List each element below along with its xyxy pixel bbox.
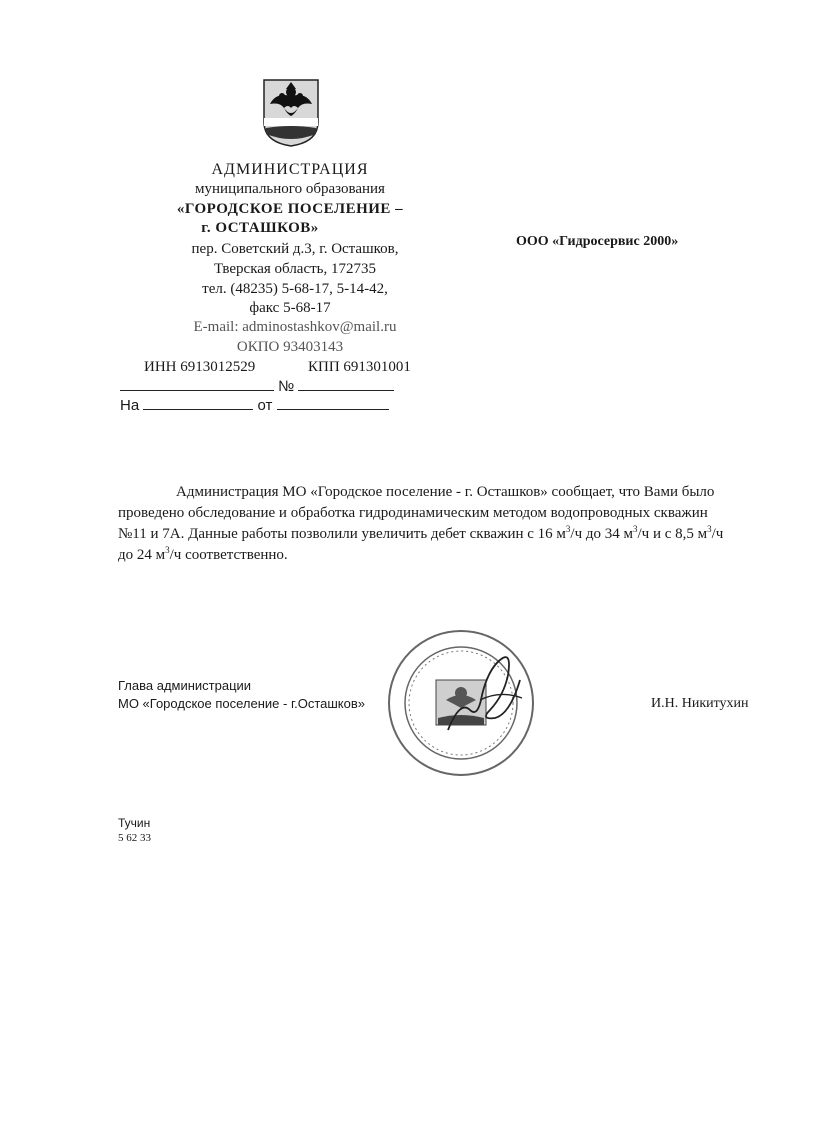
signatory-title-line1: Глава администрации [118, 678, 252, 693]
org-kpp: КПП 691301001 [308, 359, 411, 375]
body-line-3-part-a: №11 и 7А. Данные работы позволили увеличить дебет скважин с 16 м [118, 526, 566, 542]
ref-label: На [120, 397, 140, 414]
number-label: № [278, 378, 295, 395]
executor-name: Тучин [118, 816, 151, 830]
org-phone: тел. (48235) 5-68-17, 5-14-42, [202, 281, 388, 297]
body-line-4-part-a: до 24 м [118, 547, 166, 563]
body-line-3-part-d: /ч [711, 526, 724, 542]
org-fax: факс 5-68-17 [249, 300, 331, 316]
from-label: от [257, 397, 273, 414]
outgoing-date-blank [120, 376, 274, 391]
org-subtitle: муниципального образования [195, 181, 385, 197]
body-line-3-part-c: /ч и с 8,5 м [637, 526, 708, 542]
unit-superscript: 3 [707, 524, 712, 534]
signatory-title-line2: МО «Городское поселение - г.Осташков» [118, 696, 365, 711]
unit-superscript: 3 [633, 524, 638, 534]
letter-body [118, 482, 758, 566]
handwritten-signature [440, 640, 530, 740]
body-line-4 [118, 545, 758, 566]
outgoing-number-row [120, 376, 394, 395]
org-address-line2: Тверская область, 172735 [213, 261, 377, 277]
coat-of-arms-emblem [262, 78, 320, 148]
signatory-name: И.Н. Никитухин [651, 696, 749, 711]
org-email-text: E-mail: adminostashkov@mail.ru [193, 319, 397, 335]
org-email [160, 318, 430, 337]
outgoing-number-blank [298, 376, 394, 391]
body-line-1: Администрация МО «Городское поселение - г. Осташков» сообщает, что Вами было [176, 484, 715, 500]
incoming-reference-row [120, 395, 389, 414]
body-line-3-part-b: /ч до 34 м [570, 526, 633, 542]
org-okpo: ОКПО 93403143 [236, 339, 344, 355]
incoming-number-blank [143, 395, 253, 410]
org-inn: ИНН 6913012529 [144, 359, 256, 375]
executor-phone: 5 62 33 [118, 832, 151, 844]
body-line-3 [118, 524, 758, 545]
unit-superscript: 3 [165, 545, 170, 555]
org-name-line2: г. ОСТАШКОВ» [201, 220, 319, 236]
body-line-4-part-b: /ч соответственно. [169, 547, 288, 563]
body-line-2: проведено обследование и обработка гидродинамическим методом водопроводных скважин [118, 505, 708, 521]
org-title: АДМИНИСТРАЦИЯ [211, 161, 369, 178]
org-name-line1: «ГОРОДСКОЕ ПОСЕЛЕНИЕ – [176, 201, 404, 217]
incoming-date-blank [277, 395, 389, 410]
org-address-line1: пер. Советский д.3, г. Осташков, [191, 241, 399, 257]
recipient: ООО «Гидросервис 2000» [516, 234, 679, 249]
unit-superscript: 3 [565, 524, 571, 534]
